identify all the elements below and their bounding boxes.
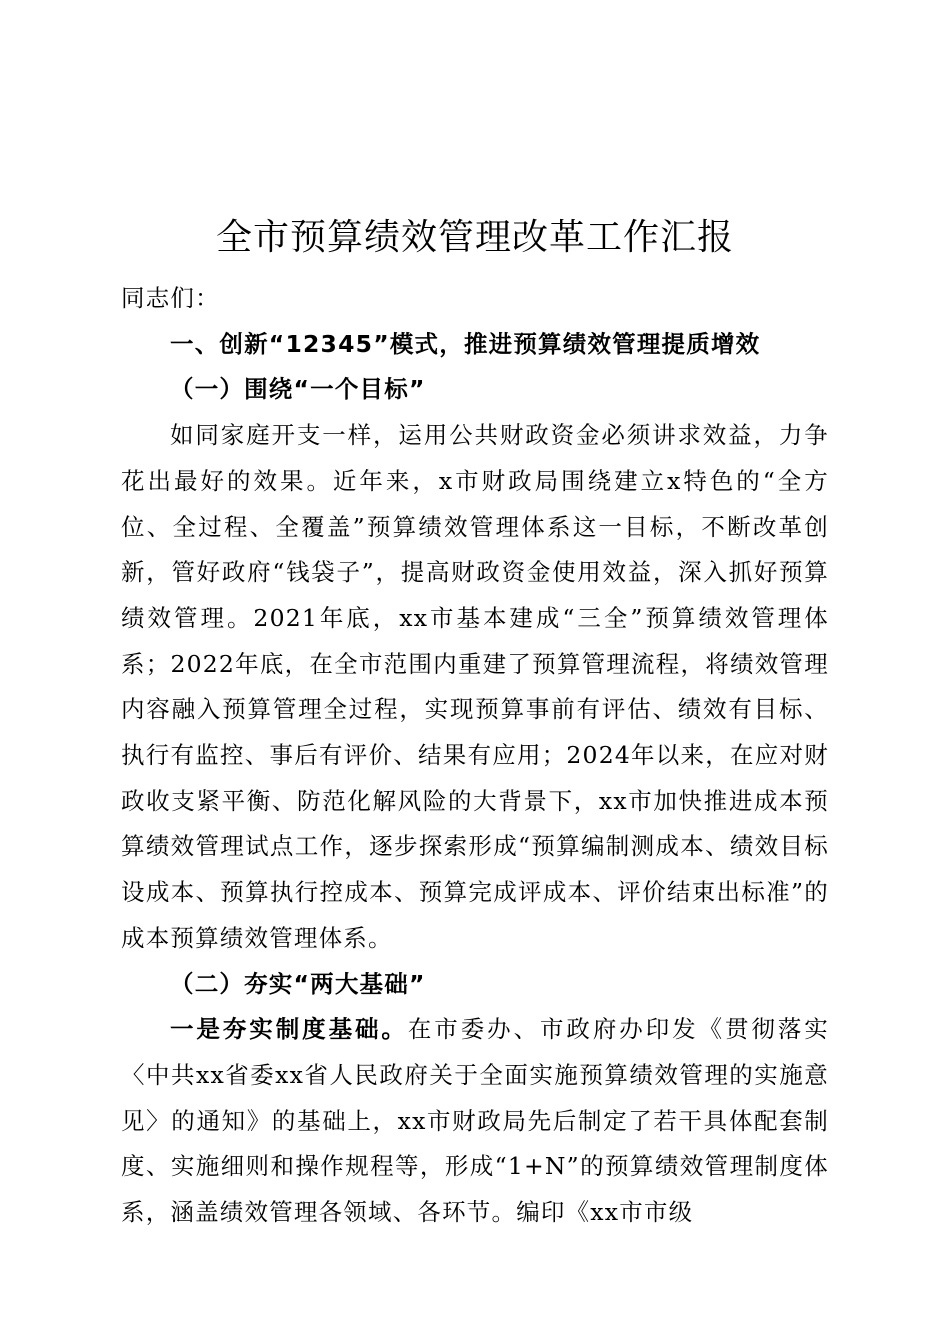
subsection-heading-2: （二）夯实“两大基础” <box>170 969 426 998</box>
paragraph-2 <box>121 1007 829 1236</box>
salutation: 同志们： <box>121 284 220 312</box>
section-heading-1: 一、创新“12345”模式，推进预算绩效管理提质增效 <box>170 329 761 358</box>
subsection-heading-1: （一）围绕“一个目标” <box>170 375 426 404</box>
paragraph-2-body: 在市委办、市政府办印发《贯彻落实〈中共xx省委xx省人民政府关于全面实施预算绩效管理的实施意见〉的通知》的基础上，xx市财政局先后制定了若干具体配套制度、实施细则和操作规程等，形成“1+N”的预算绩效管理制度体系，涵盖绩效管理各领域、各环节。编印《xx市市级 <box>121 1015 829 1227</box>
document-title: 全市预算绩效管理改革工作汇报 <box>215 217 734 258</box>
paragraph-1: 如同家庭开支一样，运用公共财政资金必须讲求效益，力争花出最好的效果。近年来，x市财政局围绕建立x特色的“全方位、全过程、全覆盖”预算绩效管理体系这一目标，不断改革创新，管好政府“钱袋子”，提高财政资金使用效益，深入抓好预算绩效管理。2021年底，xx市基本建成“三全”预算绩效管理体系；2022年底，在全市范围内重建了预算管理流程，将绩效管理内容融入预算管理全过程，实现预算事前有评估、绩效有目标、执行有监控、事后有评价、结果有应用；2024年以来，在应对财政收支紧平衡、防范化解风险的大背景下，xx市加快推进成本预算绩效管理试点工作，逐步探索形成“预算编制测成本、绩效目标设成本、预算执行控成本、预算完成评成本、评价结束出标准”的成本预算绩效管理体系。 <box>121 421 829 952</box>
document-body <box>121 276 829 1236</box>
paragraph-2-lead: 一是夯实制度基础。 <box>170 1015 408 1044</box>
